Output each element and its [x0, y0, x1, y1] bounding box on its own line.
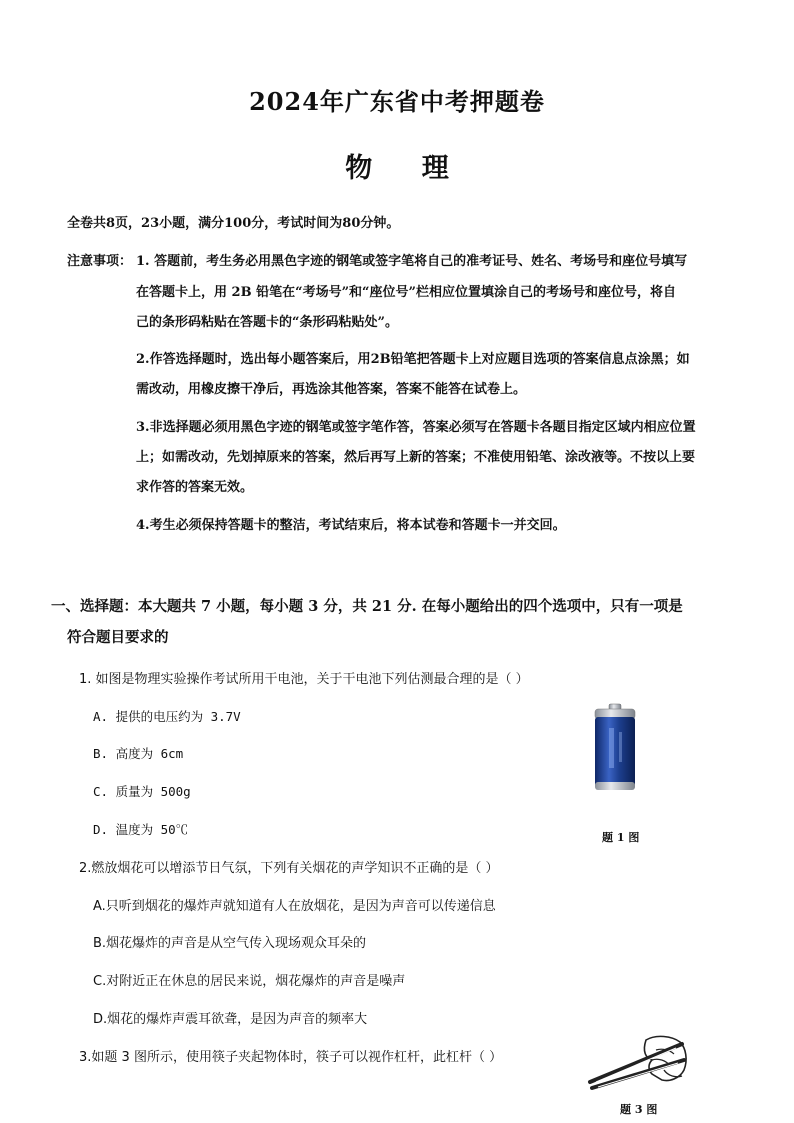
notice-line: 3.非选择题必须用黑色字迹的钢笔或签字笔作答，答案必须写在答题卡各题目指定区域内相应位置 — [136, 420, 696, 435]
q2-option-a: A.只听到烟花的爆炸声就知道有人在放烟花，是因为声音可以传递信息 — [93, 899, 496, 914]
q1-option-a: A. 提供的电压约为 3.7V — [93, 709, 241, 724]
notice-line: 在答题卡上，用 2B 铅笔在“考场号”和“座位号”栏相应位置填涂自己的考场号和座位号，将自 — [136, 285, 676, 300]
question-1-stem: 1. 如图是物理实验操作考试所用干电池，关于干电池下列估测最合理的是（ ） — [79, 672, 529, 687]
notice-line: 上；如需改动，先划掉原来的答案，然后再写上新的答案；不准使用铅笔、涂改液等。不按以上要 — [136, 450, 696, 465]
battery-image — [585, 702, 645, 794]
q1-option-c: C. 质量为 500g — [93, 784, 191, 799]
notice-line: 需改动，用橡皮擦干净后，再选涂其他答案，答案不能答在试卷上。 — [136, 382, 527, 397]
q1-option-b: B. 高度为 6cm — [93, 746, 184, 761]
section-heading-cont: 符合题目要求的 — [67, 629, 169, 646]
q2-option-d: D.烟花的爆炸声震耳欲聋，是因为声音的频率大 — [93, 1012, 368, 1027]
notice-label: 注意事项： — [67, 254, 133, 269]
exam-title: 2024年广东省中考押题卷 — [249, 87, 545, 116]
notice-line: 1. 答题前，考生务必用黑色字迹的钢笔或签字笔将自己的准考证号、姓名、考场号和座位号填写 — [136, 254, 688, 269]
section-heading: 一、选择题：本大题共 7 小题，每小题 3 分，共 21 分. 在每小题给出的四个选项中，只有一项是 — [51, 598, 683, 615]
question-2-stem: 2.燃放烟花可以增添节日气氛，下列有关烟花的声学知识不正确的是（ ） — [79, 861, 499, 876]
notice-line: 求作答的答案无效。 — [136, 480, 254, 495]
figure-3-caption: 题 3 图 — [620, 1103, 658, 1116]
q2-option-c: C.对附近正在休息的居民来说，烟花爆炸的声音是噪声 — [93, 974, 406, 989]
notice-line: 2.作答选择题时，选出每小题答案后，用2B铅笔把答题卡上对应题目选项的答案信息点涂黑；如 — [136, 352, 690, 367]
notice-line: 4.考生必须保持答题卡的整洁，考试结束后，将本试卷和答题卡一并交回。 — [136, 518, 566, 533]
notice-line: 己的条形码粘贴在答题卡的“条形码粘贴处”。 — [136, 315, 398, 330]
q1-option-d: D. 温度为 50℃ — [93, 822, 189, 837]
subject-title: 物 理 — [345, 153, 469, 184]
chopsticks-hand-image — [586, 1030, 692, 1096]
figure-1-caption: 题 1 图 — [602, 831, 640, 844]
exam-intro: 全卷共8页，23小题，满分100分，考试时间为80分钟。 — [67, 216, 400, 231]
question-3-stem: 3.如题 3 图所示，使用筷子夹起物体时，筷子可以视作杠杆，此杠杆（ ） — [79, 1050, 503, 1065]
q2-option-b: B.烟花爆炸的声音是从空气传入现场观众耳朵的 — [93, 936, 367, 951]
